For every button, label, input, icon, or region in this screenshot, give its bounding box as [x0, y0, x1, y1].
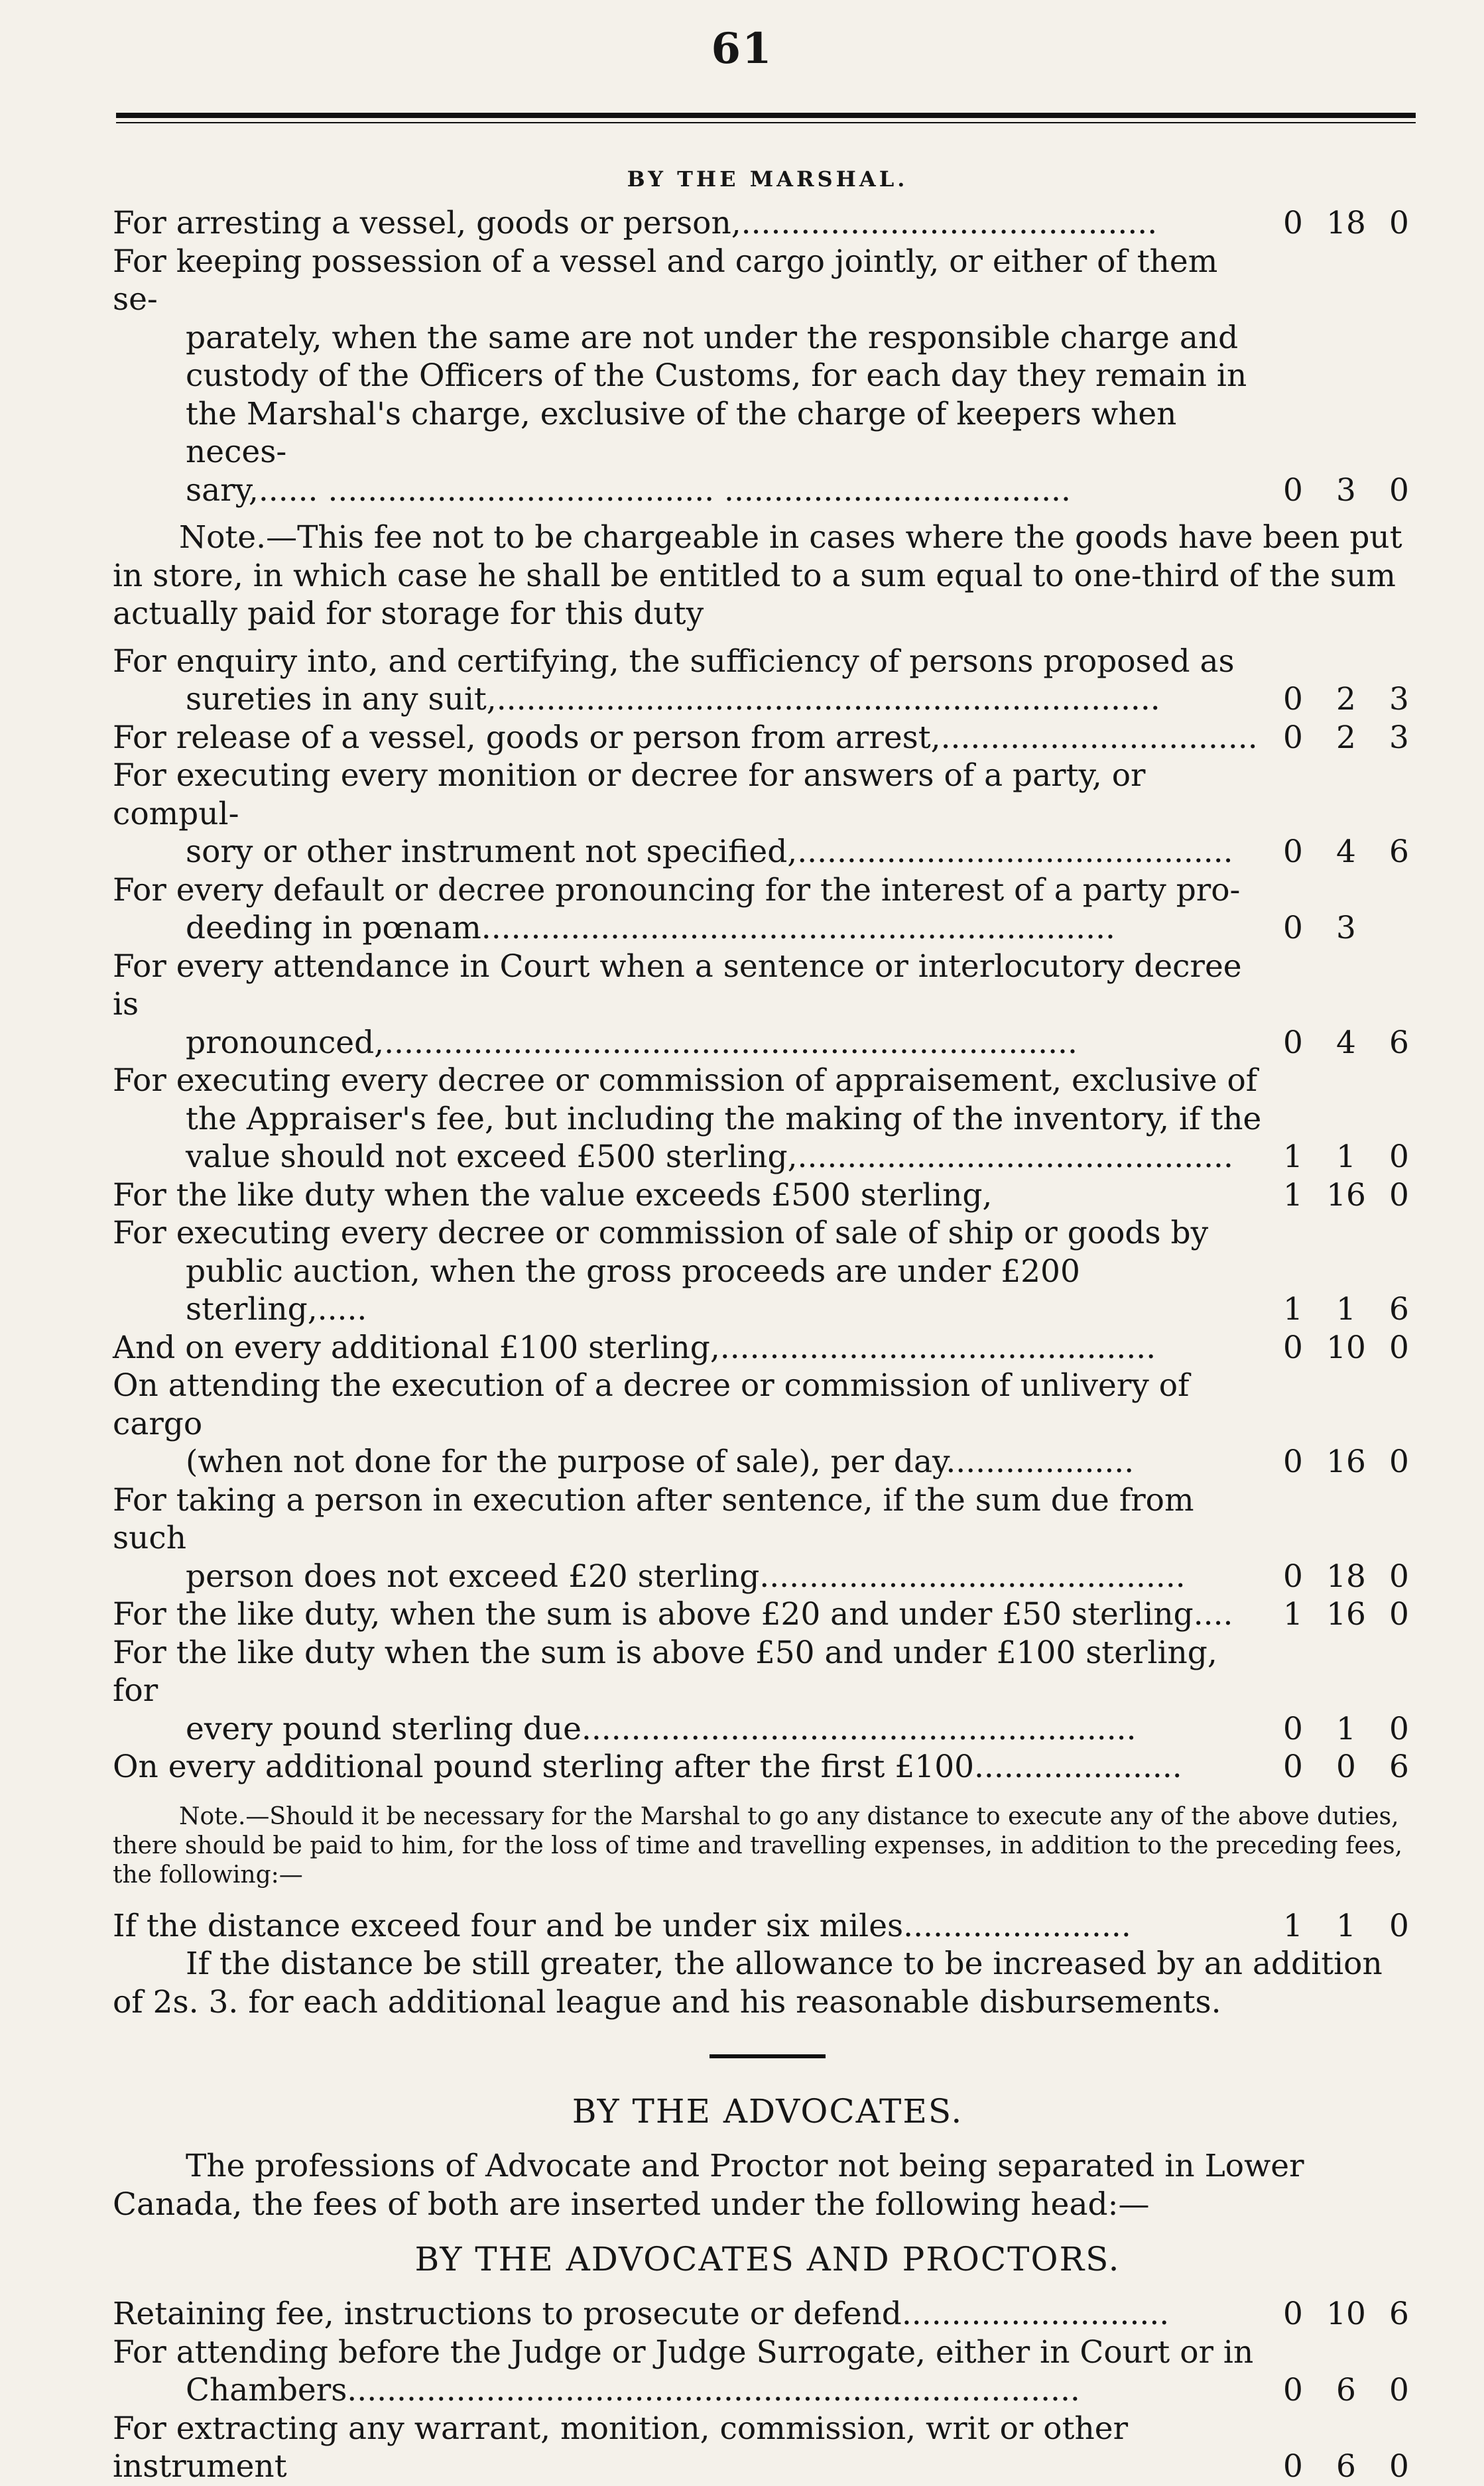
marshal-heading: BY THE MARSHAL.: [627, 166, 908, 192]
fee-amount: [1262, 1907, 1422, 1946]
fee-entry: [113, 643, 1422, 719]
fee-entry: [113, 871, 1422, 948]
fee-amount: [1262, 2371, 1422, 2410]
fee-description-line: sureties in any suit,...................................................................: [186, 681, 1160, 717]
fee-shillings: 3: [1336, 910, 1356, 946]
fee-description-line: For release of a vessel, goods or person from arrest,................................: [113, 719, 1258, 756]
fee-amount: [1262, 909, 1422, 948]
fee-entry: [113, 2295, 1422, 2333]
fee-pence: 0: [1389, 1596, 1409, 1633]
fee-entry: [113, 719, 1422, 757]
fee-pence: 0: [1389, 1139, 1409, 1175]
fee-pence: 0: [1389, 471, 1409, 509]
fee-description: [113, 643, 1262, 719]
fee-description: [113, 1062, 1262, 1176]
fee-description-line: value should not exceed £500 sterling,............................................: [186, 1139, 1233, 1175]
fee-description-line: pronounced,......................................................................: [186, 1024, 1078, 1061]
fee-pounds: 1: [1283, 1291, 1303, 1328]
fee-description-line: For extracting any warrant, monition, commission, writ or other instrument: [113, 2410, 1129, 2485]
fee-pence: 0: [1389, 1329, 1409, 1366]
fee-pounds: 0: [1283, 1329, 1303, 1366]
fee-amount: [1262, 471, 1422, 510]
fee-shillings: 1: [1336, 1139, 1356, 1175]
fee-amount: [1262, 833, 1422, 871]
fee-amount: [1262, 1748, 1422, 1786]
fee-pence: 6: [1389, 1024, 1409, 1061]
advocates-proctors-heading: BY THE ADVOCATES AND PROCTORS.: [414, 2240, 1121, 2278]
fee-description: [113, 719, 1262, 757]
fee-pounds: 1: [1283, 1176, 1303, 1213]
fee-shillings: 18: [1326, 205, 1366, 241]
fee-description-line: For every default or decree pronouncing for the interest of a party pro-: [113, 871, 1241, 908]
fee-pounds: 0: [1283, 471, 1303, 509]
fee-pounds: 0: [1283, 1444, 1303, 1480]
fee-description-line: For executing every decree or commission of sale of ship or goods by: [113, 1215, 1209, 1251]
fee-entry: [113, 1329, 1422, 1367]
fee-description-line: On every additional pound sterling after the first £100.....................: [113, 1749, 1182, 1785]
fee-description: [113, 1595, 1262, 1634]
fee-shillings: 10: [1326, 2296, 1366, 2332]
fee-amount: [1262, 1558, 1422, 1596]
fee-pounds: 0: [1283, 910, 1303, 946]
fee-pounds: 1: [1283, 1596, 1303, 1633]
fee-pence: 0: [1389, 1558, 1409, 1595]
fee-entry: [113, 757, 1422, 871]
fee-description: [113, 757, 1262, 871]
fee-description: [113, 1481, 1262, 1596]
fee-shillings: 2: [1336, 719, 1356, 756]
marshal-fee-list-continued: [113, 643, 1422, 1786]
fee-entry: [113, 2333, 1422, 2410]
fee-description-line: For the like duty when the value exceeds £500 sterling,: [113, 1176, 993, 1213]
fee-description-line: For the like duty, when the sum is above £20 and under £50 sterling....: [113, 1596, 1233, 1633]
fee-description-line: For enquiry into, and certifying, the sufficiency of persons proposed as: [113, 643, 1235, 680]
fee-description: [113, 948, 1262, 1062]
fee-pounds: 0: [1283, 2296, 1303, 2332]
fee-shillings: 0: [1336, 1749, 1356, 1785]
fee-entry: [113, 204, 1422, 243]
fee-description-line: public auction, when the gross proceeds are under £200 sterling,.....: [186, 1253, 1080, 1328]
fee-amount: [1262, 680, 1422, 719]
fee-amount: [1262, 2295, 1422, 2333]
advocates-paragraph: The professions of Advocate and Proctor not being separated in Lower Canada, the fees of both are inserted under the following head:—: [113, 2148, 1304, 2223]
fee-pence: 0: [1389, 1444, 1409, 1480]
fee-amount: [1262, 1024, 1422, 1062]
fee-description-line: And on every additional £100 sterling,............................................: [113, 1329, 1156, 1366]
fee-entry: [113, 1907, 1422, 1946]
fee-description-line: sary,...... ....................................... ...................................: [186, 471, 1071, 509]
fee-description-line: For executing every monition or decree for answers of a party, or compul-: [113, 757, 1146, 832]
fee-description: If the distance exceed four and be under six miles.......................: [113, 1907, 1131, 1944]
fee-shillings: 6: [1336, 2372, 1356, 2408]
fee-description-line: For every attendance in Court when a sentence or interlocutory decree is: [113, 948, 1242, 1023]
fee-shillings: 3: [1336, 471, 1356, 509]
fee-pounds: 0: [1283, 1024, 1303, 1061]
fee-entry: [113, 1634, 1422, 1749]
fee-description-line: deeding in pœnam................................................................: [186, 910, 1115, 946]
fee-description: [113, 1367, 1262, 1481]
fee-description-line: For executing every decree or commission of appraisement, exclusive of: [113, 1062, 1258, 1099]
fee-description-line: For arresting a vessel, goods or person,..........................................: [113, 205, 1158, 241]
fee-description: [113, 1176, 1262, 1215]
fee-description-line: For attending before the Judge or Judge Surrogate, either in Court or in: [113, 2333, 1254, 2371]
fee-amount: [1262, 1595, 1422, 1634]
fee-pence: 0: [1389, 1907, 1409, 1944]
fee-entry: [113, 1062, 1422, 1176]
advocate-fee-list: [113, 2295, 1422, 2486]
fee-description-line: sory or other instrument not specified,............................................: [186, 834, 1233, 870]
fee-entry: [113, 1748, 1422, 1786]
travel-note: Note.—Should it be necessary for the Marshal to go any distance to execute any of the above duties, there should be paid to him, for the loss of time and travelling expenses, in addition to the preceding fees, the following:—: [113, 1802, 1402, 1889]
fee-pence: 6: [1389, 834, 1409, 870]
fee-amount: [1262, 1290, 1422, 1329]
fee-shillings: 1: [1336, 1907, 1356, 1944]
fee-pence: 6: [1389, 2296, 1409, 2332]
fee-shillings: 1: [1336, 1291, 1356, 1328]
fee-description: [113, 871, 1262, 948]
fee-pence: 3: [1389, 681, 1409, 717]
fee-amount: [1262, 1443, 1422, 1481]
fee-pence: 0: [1389, 1176, 1409, 1213]
fee-shillings: 16: [1326, 1444, 1366, 1480]
fee-pounds: 0: [1283, 1710, 1303, 1747]
fee-description-line: Chambers..........................................................................: [186, 2372, 1080, 2408]
fee-description-line: person does not exceed £20 sterling...........................................: [186, 1558, 1186, 1595]
fee-description: [113, 1634, 1262, 1749]
fee-description: [113, 1214, 1262, 1329]
fee-shillings: 4: [1336, 1024, 1356, 1061]
fee-shillings: 1: [1336, 1710, 1356, 1747]
fee-shillings: 16: [1326, 1176, 1366, 1213]
fee-description-line: On attending the execution of a decree or commission of unlivery of cargo: [113, 1367, 1190, 1442]
fee-description-line: custody of the Officers of the Customs, for each day they remain in: [186, 357, 1247, 394]
fee-description-line: (when not done for the purpose of sale), per day...................: [186, 1444, 1135, 1480]
fee-shillings: 18: [1326, 1558, 1366, 1595]
fee-amount: [1262, 1329, 1422, 1367]
fee-description-line: For the like duty when the sum is above £50 and under £100 sterling, for: [113, 1634, 1217, 1709]
fee-shillings: 6: [1336, 2448, 1356, 2485]
fee-pounds: 0: [1283, 1558, 1303, 1595]
fee-amount: [1262, 719, 1422, 757]
marshal-fee-list: [113, 204, 1422, 509]
fee-amount: [1262, 204, 1422, 243]
fee-pounds: 0: [1283, 1749, 1303, 1785]
fee-pounds: 0: [1283, 834, 1303, 870]
fee-description-line: parately, when the same are not under the responsible charge and: [186, 319, 1239, 356]
fee-description: [113, 2410, 1262, 2486]
fee-entry: [113, 1481, 1422, 1596]
advocates-heading: BY THE ADVOCATES.: [572, 2092, 963, 2131]
fee-amount: [1262, 1710, 1422, 1749]
fee-shillings: 4: [1336, 834, 1356, 870]
fee-schedule: [113, 166, 1422, 2486]
fee-entry: [113, 2410, 1422, 2486]
header-rule-thin: [116, 122, 1416, 123]
fee-entry: [113, 948, 1422, 1062]
fee-entry: [113, 1176, 1422, 1215]
fee-entry: [113, 243, 1422, 510]
storage-note: Note.—This fee not to be chargeable in cases where the goods have been put in store, in which case he shall be entitled to a sum equal to one-third of the sum actually paid for storage for this duty: [113, 519, 1402, 632]
fee-shillings: 2: [1336, 681, 1356, 717]
fee-pence: 0: [1389, 205, 1409, 241]
header-rule: [116, 113, 1416, 118]
fee-amount: [1262, 1176, 1422, 1215]
fee-amount: [1262, 1138, 1422, 1176]
fee-description: [113, 1748, 1262, 1786]
fee-description-line: For taking a person in execution after sentence, if the sum due from such: [113, 1481, 1194, 1556]
fee-pence: 0: [1389, 1710, 1409, 1747]
fee-shillings: 16: [1326, 1596, 1366, 1633]
fee-pence: [1376, 909, 1422, 948]
fee-pounds: 1: [1283, 1139, 1303, 1175]
fee-pounds: 0: [1283, 681, 1303, 717]
fee-pence: 3: [1389, 719, 1409, 756]
fee-entry: [113, 1595, 1422, 1634]
fee-pounds: 1: [1283, 1907, 1303, 1944]
fee-description-line: the Marshal's charge, exclusive of the charge of keepers when neces-: [186, 395, 1177, 470]
distance-paragraph: If the distance be still greater, the allowance to be increased by an addition of 2s. 3. for each additional league and his reasonable disbursements.: [113, 1946, 1383, 2020]
page-number: 61: [711, 24, 773, 74]
fee-description: [113, 2295, 1262, 2333]
fee-pence: 0: [1389, 2448, 1409, 2485]
distance-fee: [113, 1907, 1422, 1946]
fee-description-line: Retaining fee, instructions to prosecute or defend...........................: [113, 2296, 1170, 2332]
fee-description-line: the Appraiser's fee, but including the making of the inventory, if the: [186, 1100, 1262, 1137]
fee-pence: 6: [1389, 1291, 1409, 1328]
fee-description-line: every pound sterling due........................................................: [186, 1710, 1137, 1747]
fee-description: [113, 1329, 1262, 1367]
fee-entry: [113, 1214, 1422, 1329]
fee-pounds: 0: [1283, 719, 1303, 756]
fee-shillings: 10: [1326, 1329, 1366, 1366]
fee-description: [113, 243, 1262, 510]
fee-description: [113, 2333, 1262, 2410]
fee-pounds: 0: [1283, 205, 1303, 241]
fee-pence: 6: [1389, 1749, 1409, 1785]
fee-amount: [1262, 2448, 1422, 2486]
fee-description: [113, 204, 1262, 243]
fee-pence: 0: [1389, 2372, 1409, 2408]
fee-description-line: For keeping possession of a vessel and cargo jointly, or either of them se-: [113, 243, 1218, 318]
fee-entry: [113, 1367, 1422, 1481]
fee-pounds: 0: [1283, 2372, 1303, 2408]
section-divider: [710, 2054, 826, 2058]
fee-pounds: 0: [1283, 2448, 1303, 2485]
